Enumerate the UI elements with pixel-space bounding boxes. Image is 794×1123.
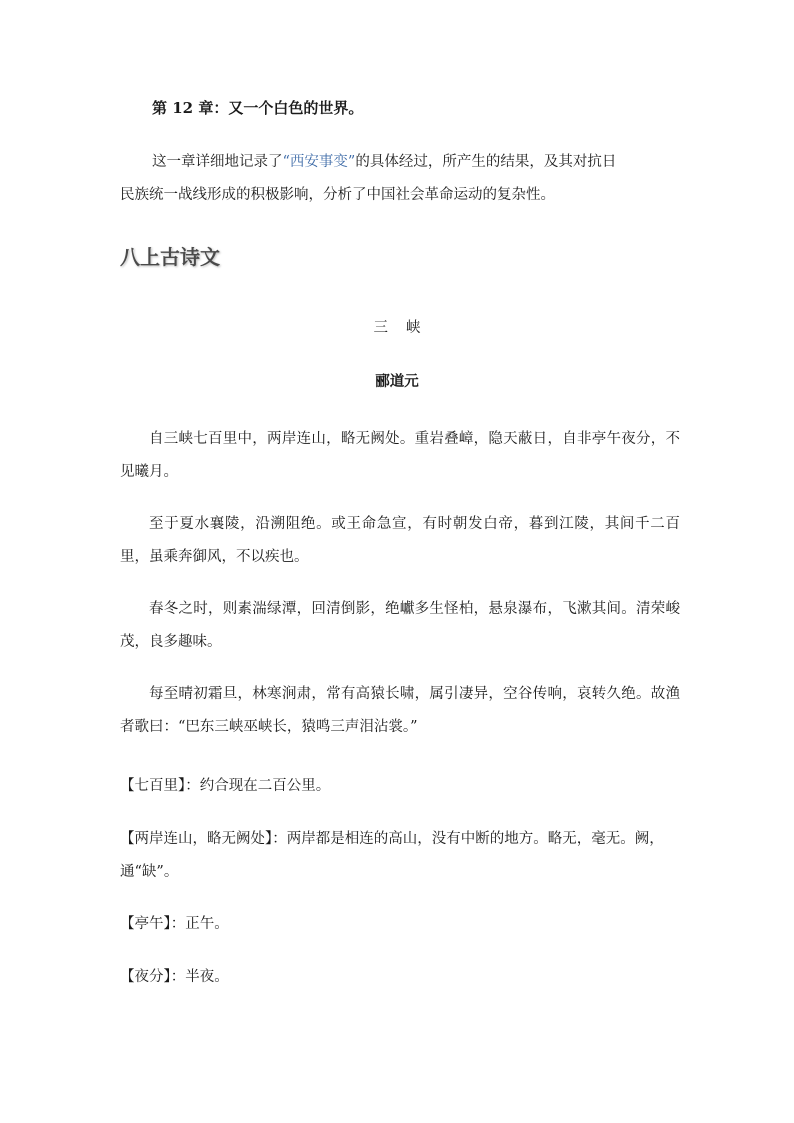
poem-title: 三峡 xyxy=(373,320,439,336)
chapter-heading: 第 12 章：又一个白色的世界。 xyxy=(152,99,364,117)
note-yefen: 【夜分】：半夜。 xyxy=(120,969,229,985)
poem-author: 郦道元 xyxy=(375,373,419,390)
chapter-summary-line-1 xyxy=(152,152,616,172)
summary-text-before: 这一章详细地记录了 xyxy=(152,154,283,170)
summary-highlight-quote: “西安事变” xyxy=(282,154,356,170)
chapter-summary-line-2: 民族统一战线形成的积极影响，分析了中国社会革命运动的复杂性。 xyxy=(120,187,555,203)
poem-paragraph-2: 至于夏水襄陵，沿溯阻绝。或王命急宣，有时朝发白帝，暮到江陵，其间千二百里，虽乘奔御风，不以疾也。 xyxy=(120,516,680,565)
poem-paragraph-3: 春冬之时，则素湍绿潭，回清倒影，绝巘多生怪柏，悬泉瀑布，飞漱其间。清荣峻茂，良多趣味。 xyxy=(120,601,680,650)
poem-paragraph-4: 每至晴初霜旦，林寒涧肃，常有高猿长啸，属引凄异，空谷传响，哀转久绝。故渔者歌曰：“巴东三峡巫峡长，猿鸣三声泪沾裳。” xyxy=(120,686,680,735)
poem-paragraph-1: 自三峡七百里中，两岸连山，略无阙处。重岩叠嶂，隐天蔽日，自非亭午夜分，不见曦月。 xyxy=(120,431,680,480)
summary-text-after: 的具体经过，所产生的结果，及其对抗日 xyxy=(355,154,617,170)
note-qibaili: 【七百里】：约合现在二百公里。 xyxy=(120,778,331,794)
note-tingwu: 【亭午】：正午。 xyxy=(120,916,229,932)
note-liangan-lianshan: 【两岸连山，略无阙处】：两岸都是相连的高山，没有中断的地方。略无，毫无。阙，通“缺”。 xyxy=(120,831,664,880)
section-title: 八上古诗文 xyxy=(120,245,220,269)
